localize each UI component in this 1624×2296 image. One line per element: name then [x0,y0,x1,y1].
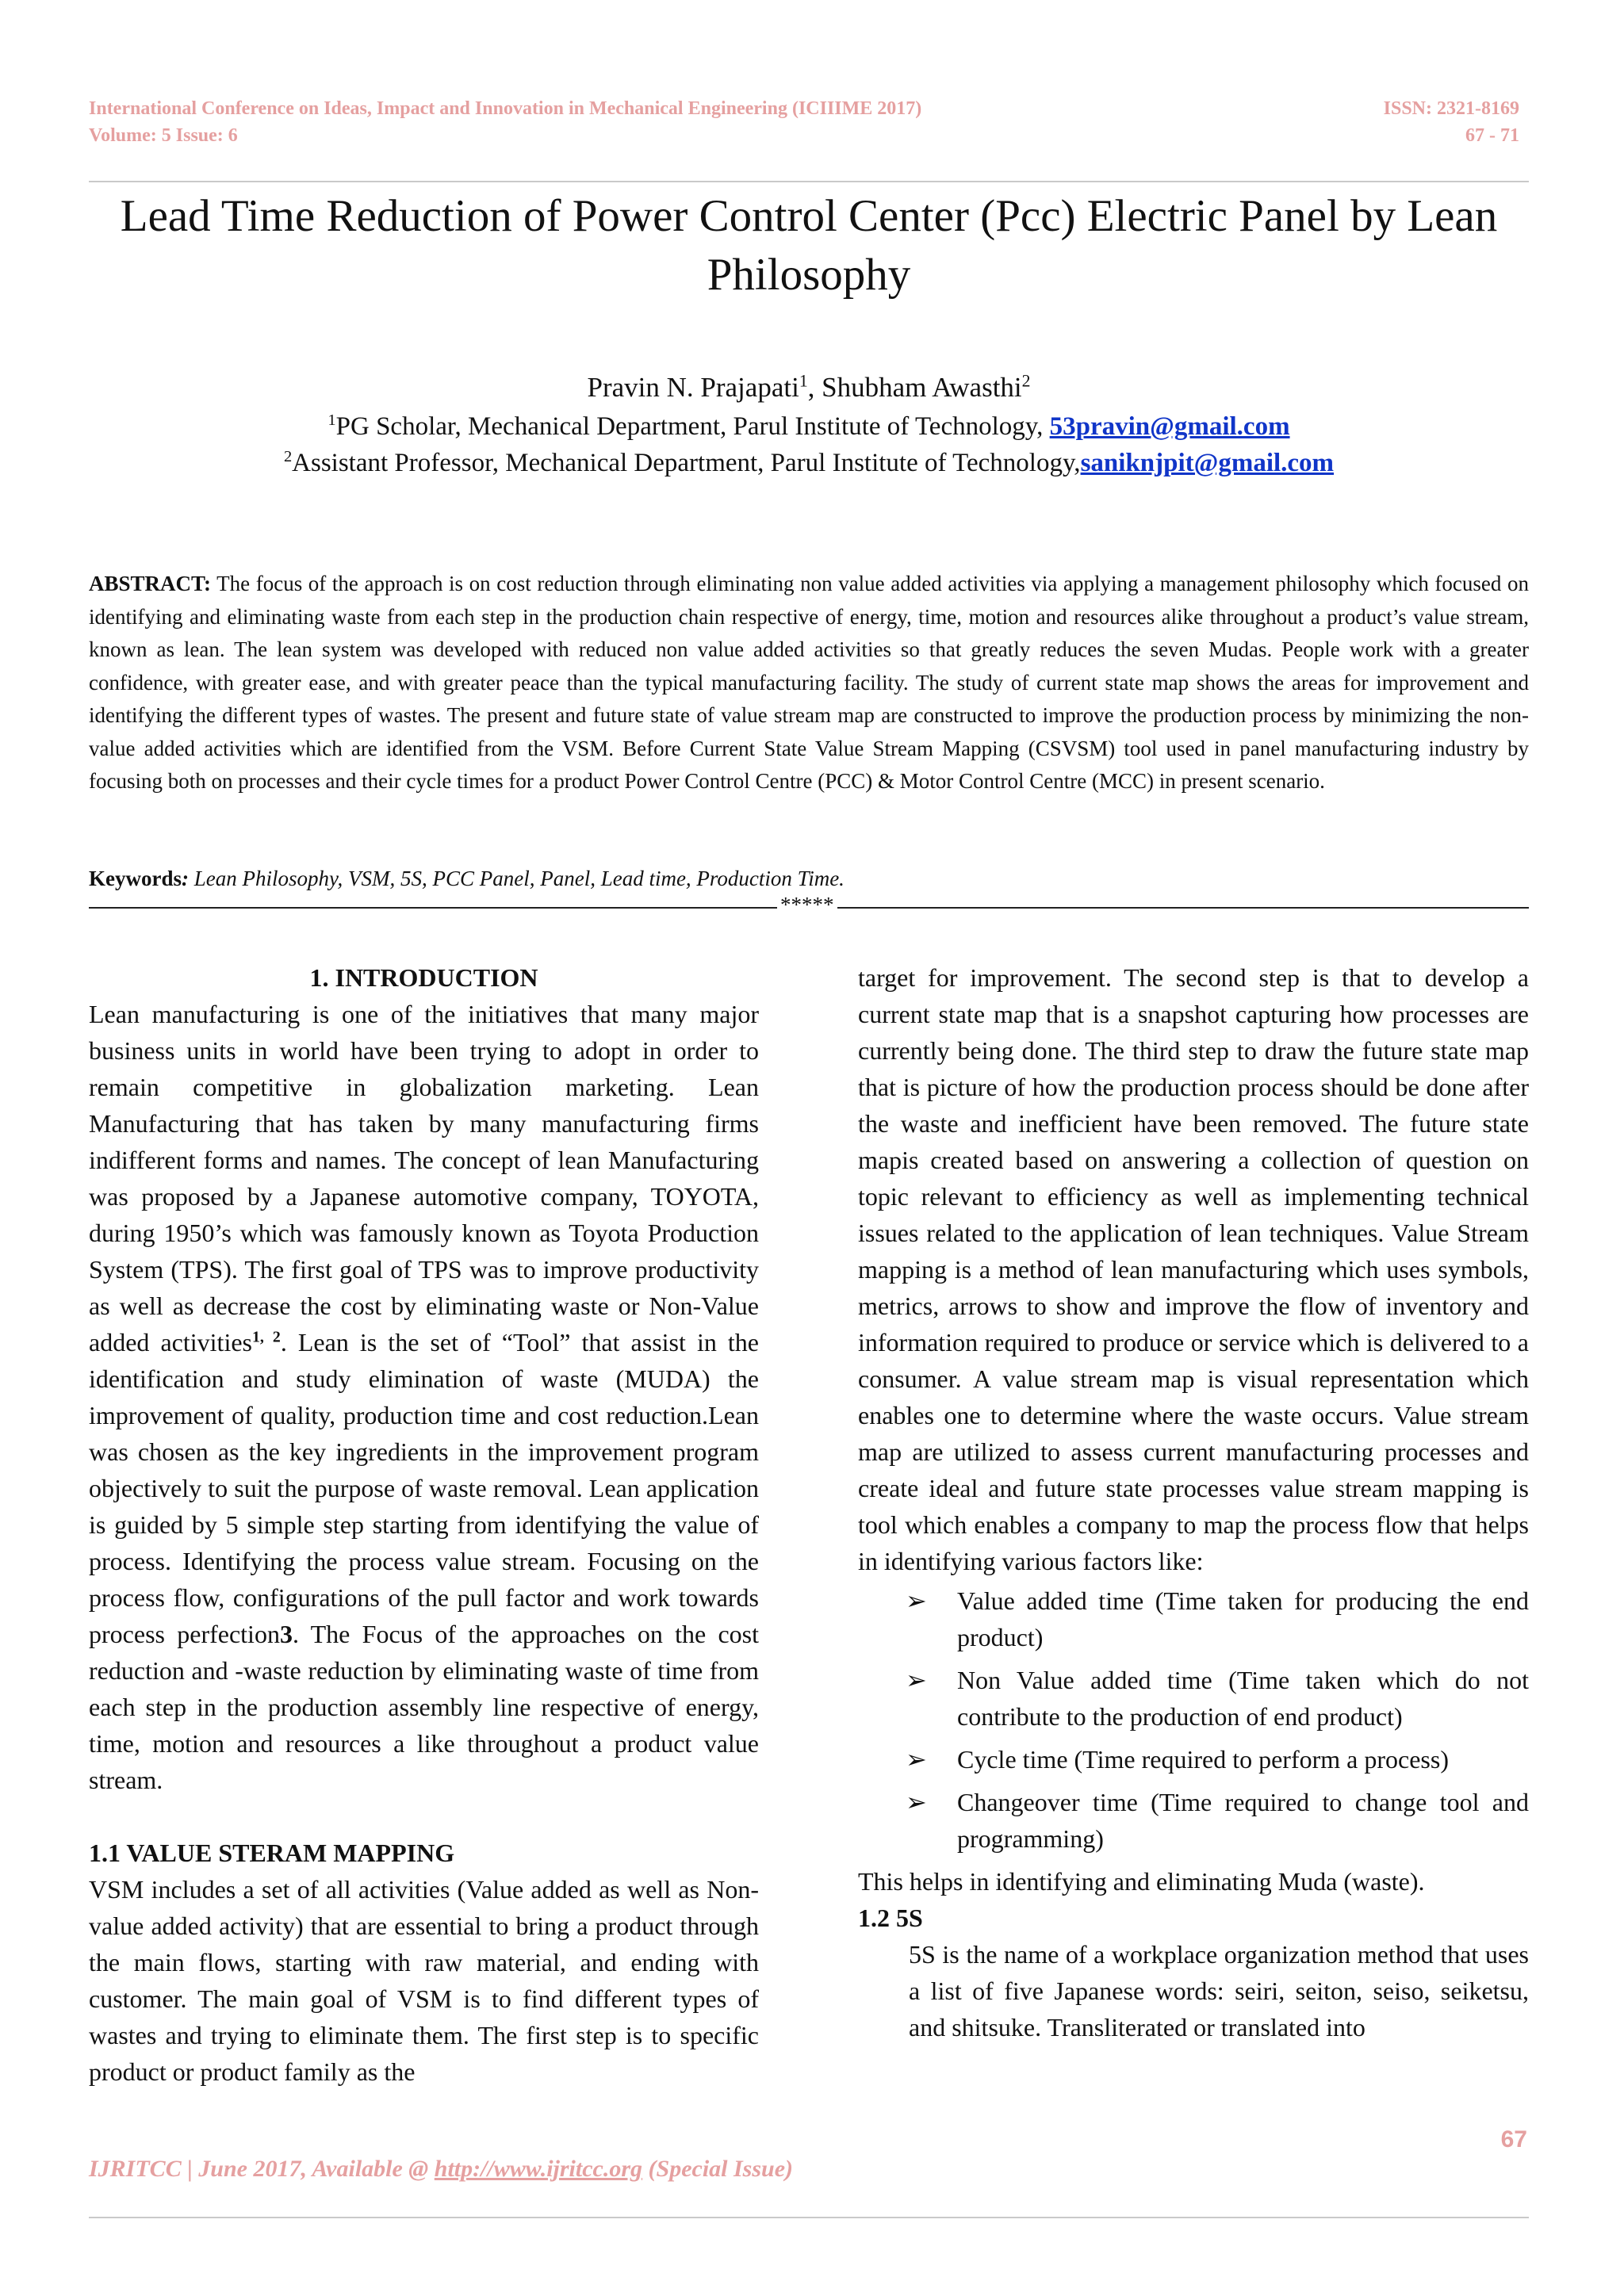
author-1: Pravin N. Prajapati [587,372,799,403]
author-separator: , [807,372,822,403]
abstract [89,568,1529,798]
vsm-continued-paragraph: target for improvement. The second step is that to develop a current state map that is a snapshot capturing how processes are currently being done. The third step to draw the future state map that is picture of how the production process should be done after the waste and inefficient have been removed. The future state mapis created based on answering a collection of question on topic relevant to efficiency as well as implementing technical issues related to the application of lean techniques. Value Stream mapping is a method of lean manufacturing which uses symbols, metrics, arrows to show and improve the flow of inventory and information required to produce or service which is delivered to a consumer. A value stream map is visual representation which enables one to determine where the waste occurs. Value stream map are utilized to assess current manufacturing processes and create ideal and future state processes value stream mapping is tool which enables a company to map the process flow that helps in identifying various factors like: [858,963,1529,1575]
separator-stars: ***** [777,893,837,916]
aff-2-sup: 2 [283,448,293,465]
5s-paragraph: 5S is the name of a workplace organization method that uses a list of five Japanese words: seiri, seiton, seiso, seiketsu, and shitsuke. Transliterated or translated into [909,1940,1529,2042]
factor-list [858,1582,1529,1857]
introduction-paragraph [89,996,759,1798]
volume-issue: Volume: 5 Issue: 6 [89,125,238,146]
keywords-label: Keywords [89,867,182,890]
arrow-bullet-icon: ➢ [906,1586,927,1615]
left-column [89,959,759,2090]
running-header-right [1384,95,1519,149]
arrow-bullet-icon: ➢ [906,1788,927,1816]
issn: ISSN: 2321-8169 [1383,98,1519,119]
aff-1-sup: 1 [327,411,336,429]
affiliation-2 [89,446,1529,480]
conference-name: International Conference on Ideas, Impact and Innovation in Mechanical Engineering (ICIIIME 2017) [89,98,922,119]
footer-url-link[interactable]: http://www.ijritcc.org [434,2156,643,2182]
aff-2-text: Assistant Professor, Mechanical Department, Parul Institute of Technology, [292,449,1081,477]
author-1-email-link[interactable]: 53pravin@gmail.com [1049,412,1290,441]
author-2-sup: 2 [1021,371,1031,391]
keywords-colon: : [182,867,189,890]
right-column [858,959,1529,2045]
affiliation-1 [89,409,1529,444]
footer [89,2153,793,2185]
keywords [89,863,845,894]
author-2-email-link[interactable]: saniknjpit@gmail.com [1080,449,1335,477]
paper-title: Lead Time Reduction of Power Control Center (Pcc) Electric Panel by Lean Philosophy [120,191,1498,300]
list-item: ➢ Non Value added time (Time taken which do not contribute to the production of end product) [858,1662,1529,1735]
intro-text-a: Lean manufacturing is one of the initiatives that many major business units in world have been trying to adopt in order to remain competitive in globalization marketing. Lean Manufacturing that has taken by many manufacturing firms indifferent forms and names. The concept of lean Manufacturing was proposed by a Japanese automotive company, TOYOTA, during 1950’s which was famously known as Toyota Production System (TPS). The first goal of TPS was to improve productivity as well as decrease the cost by eliminating waste or Non-Value added activities [89,1000,759,1357]
aff-1-text: PG Scholar, Mechanical Department, Parul Institute of Technology, [335,412,1050,441]
arrow-bullet-icon: ➢ [906,1745,927,1774]
author-2: Shubham Awasthi [822,372,1022,403]
muda-sentence: This helps in identifying and eliminating Muda (waste). [858,1867,1425,1896]
footer-divider [89,2217,1529,2218]
introduction-heading: 1. INTRODUCTION [309,963,538,992]
keywords-text: Lean Philosophy, VSM, 5S, PCC Panel, Panel, Lead time, Production Time. [189,867,845,890]
running-header-left [89,95,921,149]
intro-reference-3: 3 [279,1620,293,1648]
abstract-text: The focus of the approach is on cost reduction through eliminating non value added activities via applying a management philosophy which focused on identifying and eliminating waste from each step in the production chain respective of energy, time, motion and resources alike throughout a product’s value stream, known as lean. The lean system was developed with reduced non value added activities so that greatly reduces the seven Mudas. People work with a greater confidence, with greater ease, and with greater peace than the typical manufacturing facility. The study of current state map shows the areas for improvement and identifying the different types of wastes. The present and future state of value stream map are constructed to improve the production process by minimizing the non-value added activities which are identified from the VSM. Before Current State Value Stream Mapping (CSVSM) tool used in panel manufacturing industry by focusing both on processes and their cycle times for a product Power Control Centre (PCC) & Motor Control Centre (MCC) in present scenario. [89,572,1529,793]
intro-text-b: . Lean is the set of “Tool” that assist in the identification and study elimination of waste (MUDA) the improvement of quality, production time and cost reduction.Lean was chosen as the key ingredients in the improvement program objectively to suit the purpose of waste removal. Lean application is guided by 5 simple step starting from identifying the value of process. Identifying the process value stream. Focusing on the process flow, configurations of the pull factor and work towards process perfection [89,1328,760,1648]
intro-text-c: . The Focus of the approaches on the cost reduction and -waste reduction by eliminating waste of time from each step in the production assembly line respective of energy, time, motion and resources a like throughout a product value stream. [89,1620,759,1794]
list-item: ➢ Cycle time (Time required to perform a process) [858,1741,1529,1777]
vsm-heading: 1.1 VALUE STERAM MAPPING [89,1839,455,1867]
header-divider [89,181,1529,182]
vsm-paragraph: VSM includes a set of all activities (Value added as well as Non-value added activity) that are essential to bring a product through the main flows, starting with raw material, and ending with customer. The main goal of VSM is to find different types of wastes and trying to eliminate them. The first step is to specific product or product family as the [89,1875,759,2086]
5s-heading: 1.2 5S [858,1904,923,1932]
arrow-bullet-icon: ➢ [906,1666,927,1694]
footer-journal: IJRITCC | June 2017, Available @ [89,2156,435,2182]
list-item: ➢ Changeover time (Time required to change tool and programming) [858,1784,1529,1857]
author-line [89,369,1529,406]
author-1-sup: 1 [799,371,808,391]
list-item: ➢ Value added time (Time taken for producing the end product) [858,1582,1529,1655]
page-number: 67 [1500,2126,1527,2152]
footer-special-issue: (Special Issue) [642,2156,794,2182]
abstract-label: ABSTRACT: [89,572,212,595]
page-range: 67 - 71 [1465,125,1519,146]
intro-citation: 1, 2 [252,1328,281,1346]
